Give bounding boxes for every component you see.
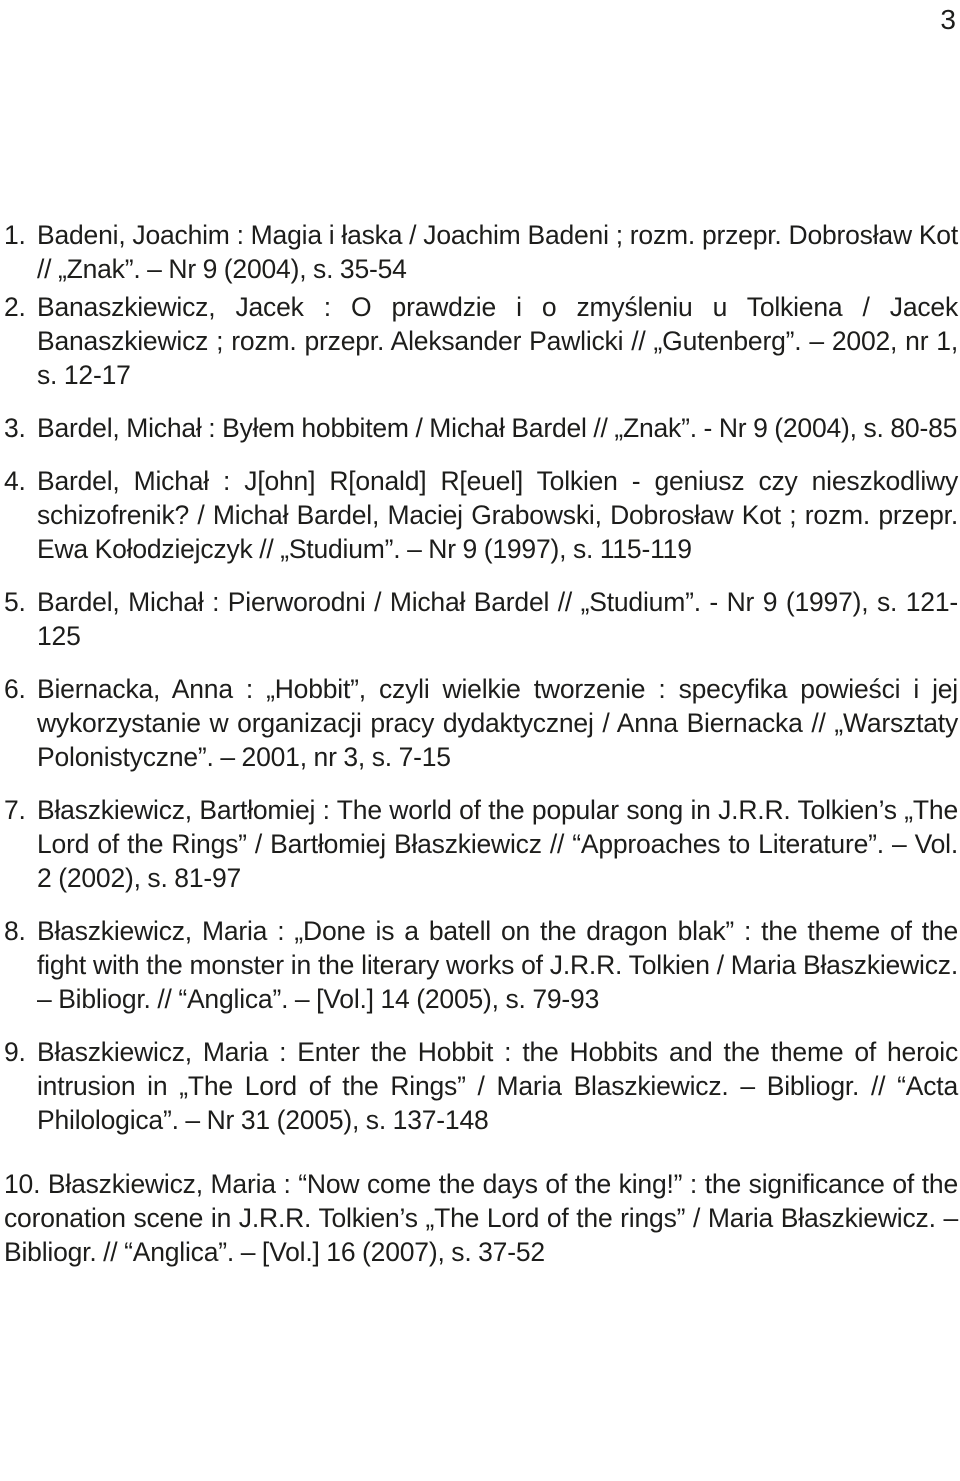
entry-text: Banaszkiewicz, Jacek : O prawdzie i o zmyśleniu u Tolkiena / Jacek Banaszkiewicz ; rozm. przepr. Aleksander Pawlicki // „Gutenberg”. – 2002, nr 1, s. 12-17 [37, 292, 958, 390]
entry-number: 9. [4, 1037, 26, 1067]
entry-number: 4. [4, 466, 26, 496]
entry-text: Bardel, Michał : J[ohn] R[onald] R[euel] Tolkien - geniusz czy nieszkodliwy schizofrenik? / Michał Bardel, Maciej Grabowski, Dobrosław Kot ; rozm. przepr. Ewa Kołodziejczyk // „Studium”. – Nr 9 (1997), s. 115-119 [37, 466, 958, 564]
entry-text: Błaszkiewicz, Maria : “Now come the days of the king!” : the significance of the coronation scene in J.R.R. Tolkien’s „The Lord of the rings” / Maria Błaszkiewicz. – Bibliogr. // “Anglica”. – [Vol.] 16 (2007), s. 37-52 [4, 1169, 958, 1267]
entry-text: Błaszkiewicz, Bartłomiej : The world of the popular song in J.R.R. Tolkien’s „The Lord of the Rings” / Bartłomiej Błaszkiewicz // “Approaches to Literature”. – Vol. 2 (2002), s. 81-97 [37, 795, 958, 893]
entry-text: Bardel, Michał : Byłem hobbitem / Michał Bardel // „Znak”. - Nr 9 (2004), s. 80-85 [37, 413, 958, 443]
entry-text: Błaszkiewicz, Maria : Enter the Hobbit : the Hobbits and the theme of heroic intrusion in „The Lord of the Rings” / Maria Blaszkiewicz. – Bibliogr. // “Acta Philologica”. – Nr 31 (2005), s. 137-148 [37, 1037, 958, 1135]
entry-number: 1. [4, 220, 26, 250]
entry-number: 8. [4, 916, 26, 946]
page-number: 3 [940, 4, 956, 35]
bibliography-entry [4, 1035, 958, 1137]
entry-number: 10. [4, 1169, 41, 1199]
bibliography-entry [4, 464, 958, 566]
bibliography-entry [4, 585, 958, 653]
bibliography-entry [4, 411, 958, 445]
bibliography-entry [4, 290, 958, 392]
entry-text: Bardel, Michał : Pierworodni / Michał Bardel // „Studium”. - Nr 9 (1997), s. 121-125 [37, 587, 958, 651]
entry-number: 7. [4, 795, 26, 825]
bibliography-list [4, 218, 958, 1269]
bibliography-entry [4, 218, 958, 286]
entry-number: 5. [4, 587, 26, 617]
bibliography-entry [4, 914, 958, 1016]
entry-number: 6. [4, 674, 26, 704]
entry-number: 3. [4, 413, 26, 443]
entry-text: Błaszkiewicz, Maria : „Done is a batell on the dragon blak” : the theme of the fight with the monster in the literary works of J.R.R. Tolkien / Maria Błaszkiewicz. – Bibliogr. // “Anglica”. – [Vol.] 14 (2005), s. 79-93 [37, 916, 958, 1014]
entry-text: Biernacka, Anna : „Hobbit”, czyli wielkie tworzenie : specyfika powieści i jej wykorzystanie w organizacji pracy dydaktycznej / Anna Biernacka // „Warsztaty Polonistyczne”. – 2001, nr 3, s. 7-15 [37, 674, 958, 772]
bibliography-entry [4, 793, 958, 895]
bibliography-entry [4, 672, 958, 774]
entry-number: 2. [4, 292, 26, 322]
bibliography-entry [4, 1167, 958, 1269]
entry-text: Badeni, Joachim : Magia i łaska / Joachim Badeni ; rozm. przepr. Dobrosław Kot // „Znak”. – Nr 9 (2004), s. 35-54 [37, 220, 958, 284]
